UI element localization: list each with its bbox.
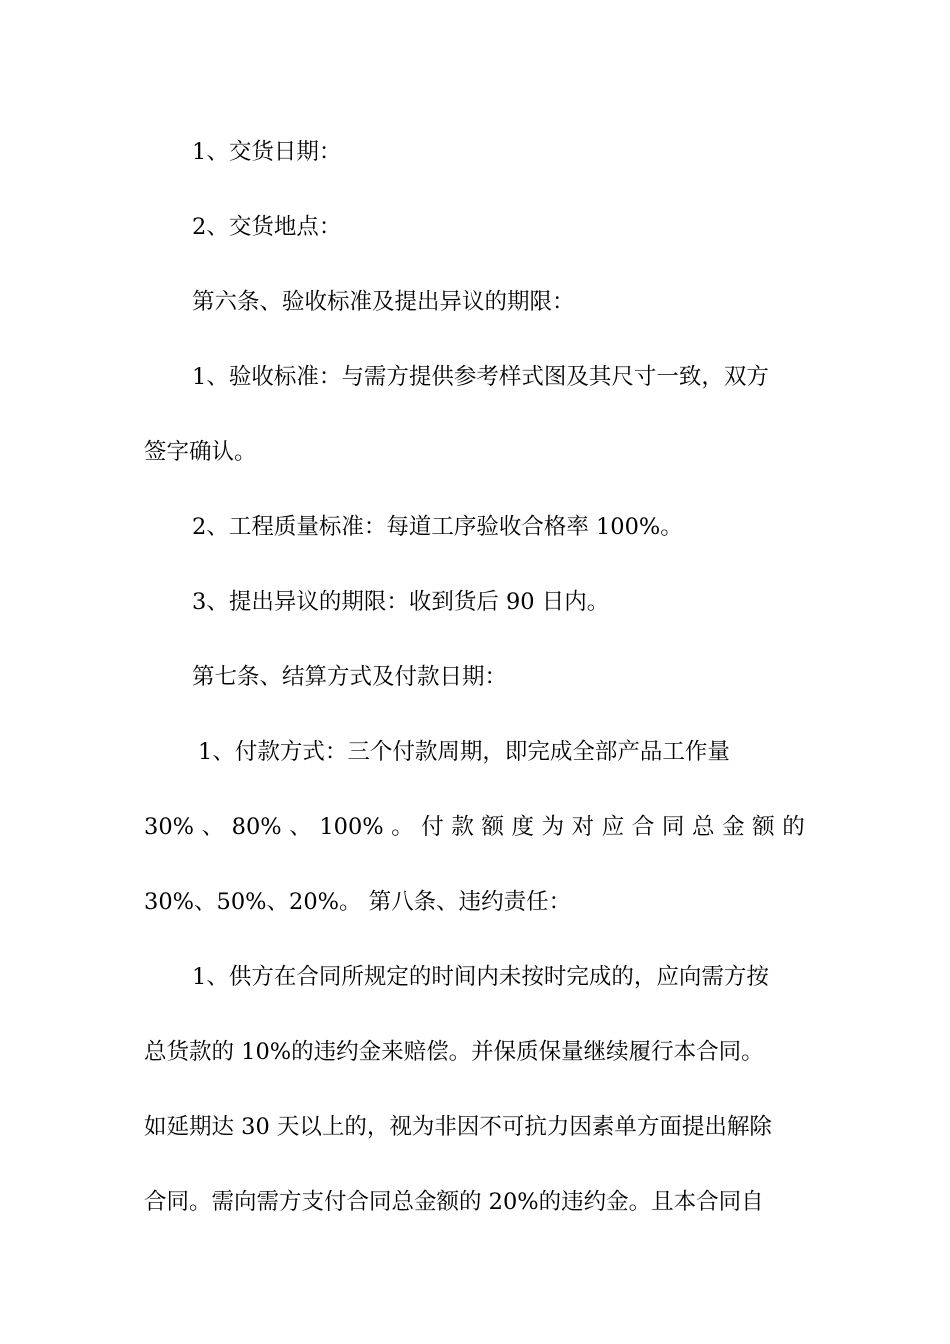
section-heading-article-6: 第六条、验收标准及提出异议的期限： — [192, 289, 575, 315]
justified-token: 额 — [752, 814, 775, 840]
justified-token: 金 — [722, 814, 745, 840]
paragraph-line-4: 1、验收标准：与需方提供参考样式图及其尺寸一致，双方 — [192, 364, 769, 390]
justified-token: 为 — [541, 814, 565, 840]
paragraph-line-15: 合同。需向需方支付合同总金额的 20%的违约金。且本合同自 — [144, 1189, 764, 1215]
justified-token: 付 — [421, 814, 444, 840]
justified-token: 总 — [691, 814, 715, 840]
justified-token: 对 — [571, 814, 595, 840]
paragraph-line-6: 2、工程质量标准：每道工序验收合格率 100%。 — [192, 514, 683, 540]
justified-token: 合 — [631, 814, 655, 840]
paragraph-line-1: 1、交货日期： — [192, 139, 342, 165]
paragraph-line-2: 2、交货地点： — [192, 214, 342, 240]
paragraph-line-5: 签字确认。 — [144, 439, 257, 465]
paragraph-line-7: 3、提出异议的期限：收到货后 90 日内。 — [192, 589, 610, 615]
paragraph-line-14: 如延期达 30 天以上的，视为非因不可抗力因素单方面提出解除 — [144, 1114, 772, 1140]
section-heading-article-7: 第七条、结算方式及付款日期： — [192, 664, 508, 690]
justified-token: 应 — [601, 814, 625, 840]
justified-token: 、 — [289, 814, 312, 840]
justified-token: 同 — [661, 814, 685, 840]
justified-token: 额 — [481, 814, 504, 840]
justified-token: 100% — [319, 814, 384, 840]
paragraph-line-12: 1、供方在合同所规定的时间内未按时完成的，应向需方按 — [192, 964, 769, 990]
paragraph-line-13: 总货款的 10%的违约金来赔偿。并保质保量继续履行本合同。 — [144, 1039, 764, 1065]
justified-token: 款 — [451, 814, 474, 840]
justified-token: 、 — [201, 814, 225, 840]
justified-token: 30% — [144, 814, 195, 840]
paragraph-line-11: 30%、50%、20%。 第八条、违约责任： — [144, 889, 572, 915]
justified-token: 。 — [391, 814, 414, 840]
paragraph-line-10 — [144, 812, 805, 842]
paragraph-line-9: 1、付款方式：三个付款周期，即完成全部产品工作量 — [198, 739, 730, 765]
justified-token: 80% — [231, 814, 282, 840]
justified-token: 度 — [511, 814, 535, 840]
justified-token: 的 — [782, 814, 805, 840]
